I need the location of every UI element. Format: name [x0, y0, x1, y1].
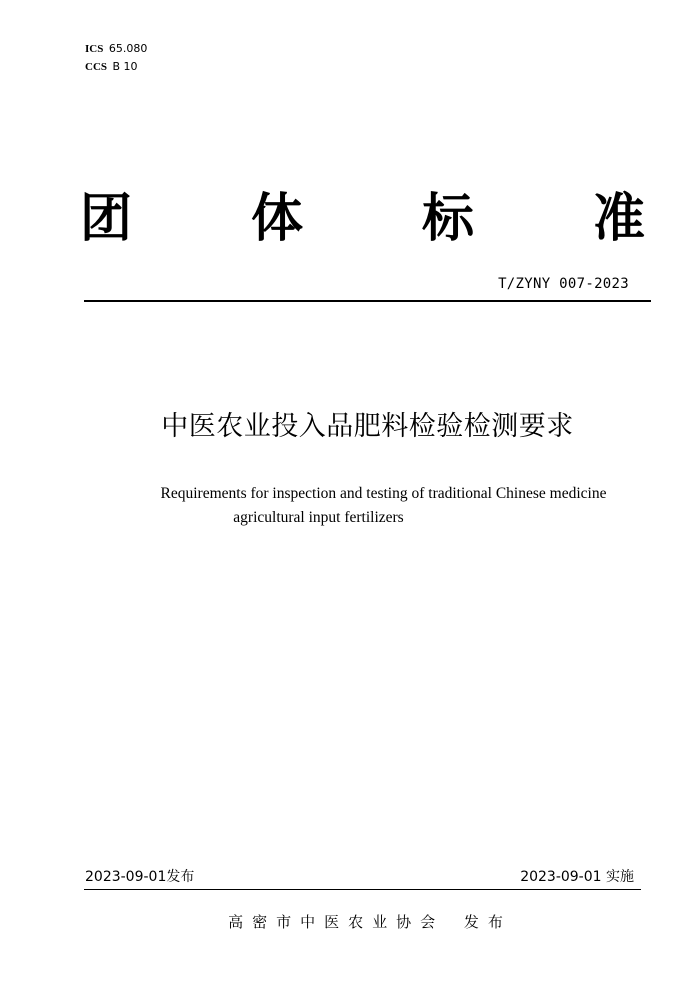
- document-title-english: [100, 482, 667, 530]
- footer-divider: [84, 889, 641, 890]
- title-en-line-2: agricultural input fertilizers: [233, 509, 404, 526]
- heading-char: 准: [592, 188, 645, 249]
- publisher-line: [0, 911, 700, 932]
- ics-value: 65.080: [108, 42, 148, 55]
- document-title-chinese: [0, 404, 700, 443]
- heading-char: 体: [250, 188, 303, 249]
- ccs-label: CCS: [85, 61, 108, 73]
- header-divider: [84, 300, 651, 302]
- publisher-organization: 高密市中医农业协会: [228, 913, 445, 931]
- publish-action: 发布: [463, 913, 512, 931]
- issue-date: 2023-09-01发布: [85, 869, 195, 885]
- group-standard-heading: [80, 178, 645, 248]
- standard-number: T/ZYNY 007-2023: [498, 276, 629, 292]
- classification-codes: [85, 40, 147, 76]
- title-cn-text: 中医农业投入品肥料检验检测要求: [161, 411, 574, 442]
- implementation-date: 2023-09-01 实施: [520, 869, 634, 885]
- ics-label: ICS: [85, 43, 104, 55]
- heading-char: 标: [421, 188, 474, 249]
- title-en-line-1: Requirements for inspection and testing of traditional Chinese medicine: [160, 485, 607, 502]
- ics-code: [85, 40, 147, 58]
- ccs-code: [85, 58, 147, 76]
- heading-char: 团: [80, 188, 133, 249]
- ccs-value: B 10: [112, 60, 138, 73]
